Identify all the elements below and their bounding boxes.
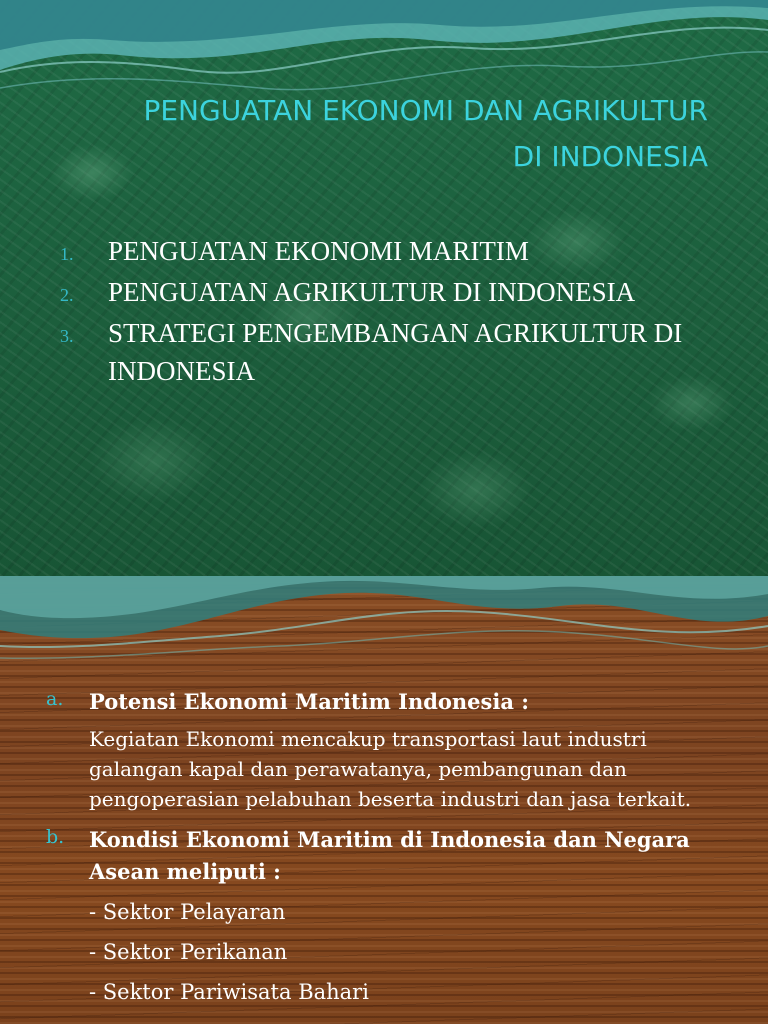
topic-list <box>60 232 750 393</box>
section-b <box>46 824 736 1012</box>
list-item <box>60 273 750 311</box>
title-line-2: DI INDONESIA <box>512 140 708 173</box>
sector-item: - Sektor Pariwisata Bahari <box>89 980 369 1004</box>
wave-decoration-top <box>0 576 768 676</box>
slide-2-content <box>46 686 736 1012</box>
sector-item: - Sektor Pelayaran <box>89 900 286 924</box>
list-number: 3. <box>60 326 74 346</box>
section-letter: a. <box>46 688 64 710</box>
list-item <box>60 314 750 390</box>
title-line-1: PENGUATAN EKONOMI DAN AGRIKULTUR <box>143 94 708 127</box>
sector-item: - Sektor Perikanan <box>89 940 288 964</box>
slide-title <box>48 88 708 180</box>
list-number: 1. <box>60 244 74 264</box>
section-letter: b. <box>46 826 65 848</box>
list-number: 2. <box>60 285 74 305</box>
sector-list <box>89 892 736 1012</box>
section-body: Kegiatan Ekonomi mencakup transportasi laut industri galangan kapal dan perawatanya, pembangunan dan pengoperasian pelabuhan beserta industri dan jasa terkait. <box>89 727 692 811</box>
list-item-text: PENGUATAN EKONOMI MARITIM <box>108 236 529 266</box>
section-heading: Kondisi Ekonomi Maritim di Indonesia dan Negara Asean meliputi : <box>89 827 690 884</box>
list-item <box>60 232 750 270</box>
section-heading: Potensi Ekonomi Maritim Indonesia : <box>89 689 530 714</box>
list-item-text: PENGUATAN AGRIKULTUR DI INDONESIA <box>108 277 636 307</box>
list-item-text: STRATEGI PENGEMBANGAN AGRIKULTUR DI INDONESIA <box>108 318 683 386</box>
section-a <box>46 686 736 814</box>
slide-2-wood <box>0 576 768 1024</box>
